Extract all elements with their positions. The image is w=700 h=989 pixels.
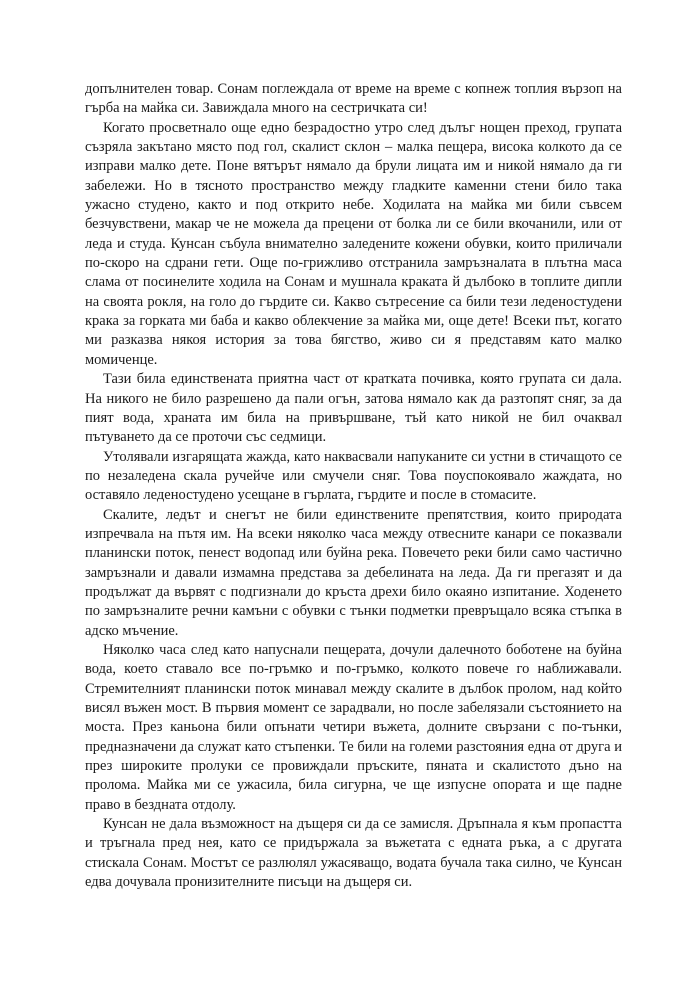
paragraph: Няколко часа след като напуснали пещерата, дочули далечното боботене на буйна вода, което ставало все по-гръмко и по-гръмко, колкото повече го наближавали. Стремителният планински поток минавал между скалите в дълбок пролом, над който висял въжен мост. В първия момент се зарадвали, но после забелязали състоянието на моста. През каньона били опънати четири въжета, долните свързани с по-тънки, предназначени да служат като стъпенки. Те били на големи разстояния една от друга и през широките пролуки се провиждали пръските, пяната и скалистото дъно на пролома. Майка ми се ужасила, била сигурна, че ще изпусне опората и ще падне право в бездната отдолу. bbox=[85, 641, 622, 813]
paragraph: Кунсан не дала възможност на дъщеря си да се замисля. Дръпнала я към пропастта и тръгнала пред нея, като се придържала за въжетата с едната ръка, а с другата стискала Сонам. Мостът се разлюлял ужасяващо, водата бучала така силно, че Кунсан едва дочувала пронизителните писъци на дъщеря си. bbox=[85, 816, 622, 891]
document-page bbox=[85, 80, 622, 892]
paragraph: Тази била единствената приятна част от кратката почивка, която групата си дала. На никого не било разрешено да пали огън, затова нямало как да разтопят сняг, за да пият вода, храната им била на привършване, тъй като никой не бил очаквал пътуването да се проточи със седмици. bbox=[85, 371, 622, 446]
paragraph: Когато просветнало още едно безрадостно утро след дълъг нощен преход, групата съзряла закътано място под гол, скалист склон – малка пещера, висока колкото да се изправи малко дете. Поне вятърът нямало да брули лицата им и никой нямало да ги забележи. Но в тясното пространство между гладките каменни стени било така ужасно студено, както и под открито небе. Ходилата на майка ми били съвсем безчувствени, макар че не можела да прецени от болка ли се били вкочанили, или от леда и студа. Кунсан събула внимателно заледените кожени обувки, които приличали по-скоро на сдрани гети. Още по-грижливо отстранила замръзналата в плътна маса слама от посинелите ходила на Сонам и мушнала краката й дълбоко в топлите дипли на своята рокля, на голо до гърдите си. Какво сътресение са били тези леденостудени крака за горката ми баба и какво облекчение за майка ми, още дете! Всеки път, когато ми разказва някоя история за това бягство, живо си я представям като малко момиченце. bbox=[85, 119, 622, 368]
paragraph: Скалите, ледът и снегът не били единствените препятствия, които природата изпречвала на пътя им. На всеки няколко часа между отвесните канари се показвали планински поток, пенест водопад или буйна река. Повечето реки били само частично замръзнали и давали измамна представа за дебелината на леда. Да ги прегазят и да продължат да вървят с подгизнали до кръста дрехи било окаяно изпитание. Ходенето по замръзналите речни камъни с обувки с тънки подметки превръщало всяка стъпка в адско мъчение. bbox=[85, 506, 622, 639]
paragraph: Утолявали изгарящата жажда, като наквасвали напуканите си устни в стичащото се по незаледена скала ручейче или смучели сняг. Това поуспокоявало жаждата, но оставяло леденостудено усещане в гърлата, гърдите и после в стомасите. bbox=[85, 448, 622, 504]
paragraph: допълнителен товар. Сонам поглеждала от време на време с копнеж топлия вързоп на гърба на майка си. Завиждала много на сестричката си! bbox=[85, 81, 622, 117]
